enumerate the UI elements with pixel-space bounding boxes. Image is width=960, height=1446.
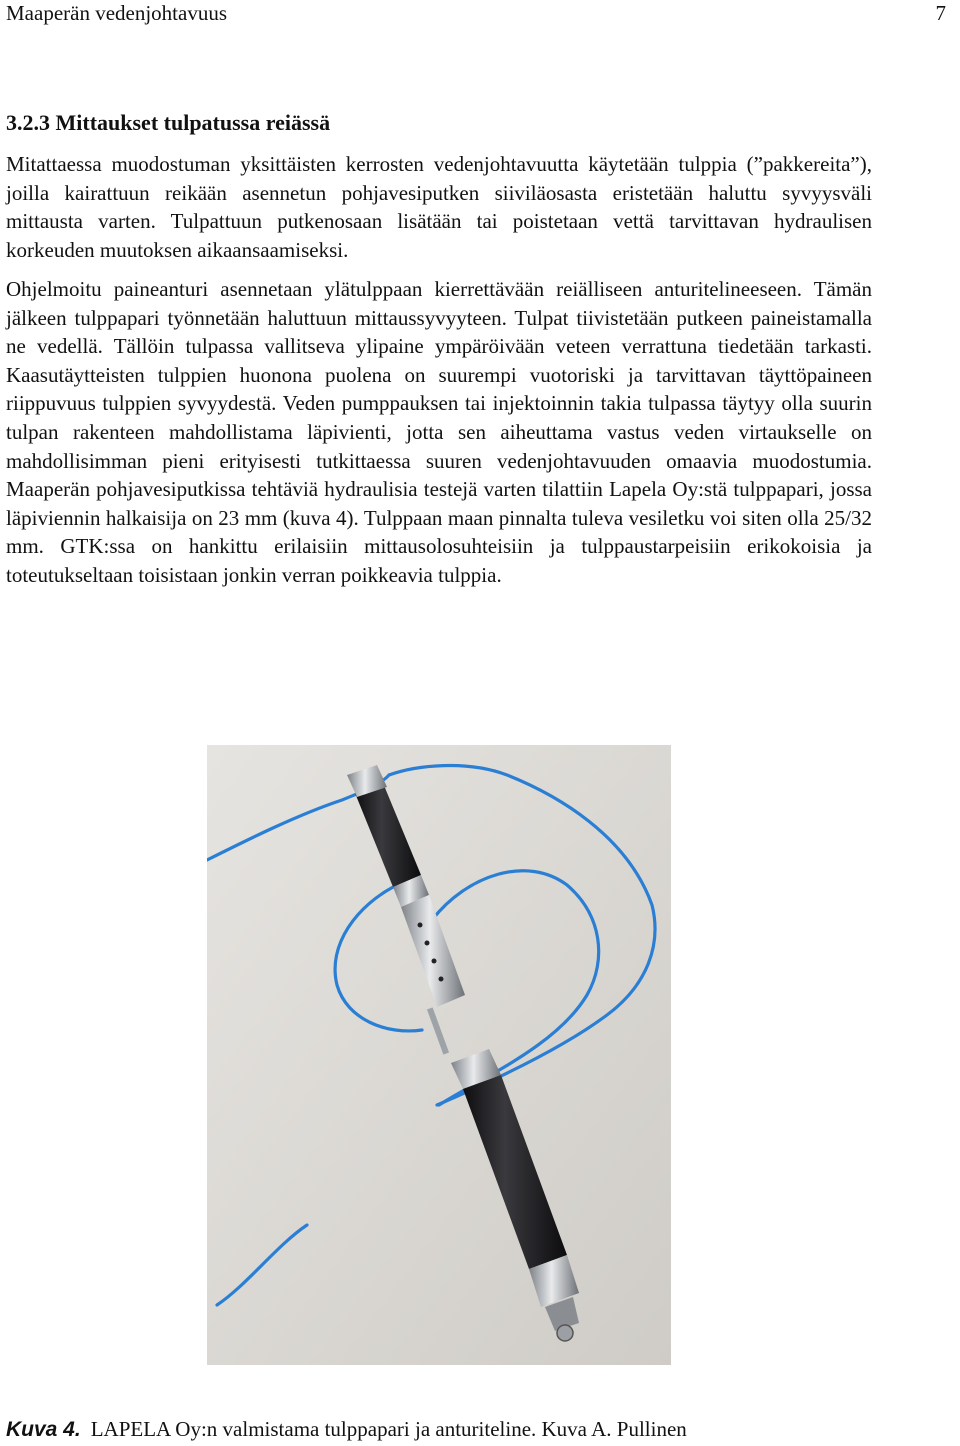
running-title: Maaperän vedenjohtavuus [6,1,228,25]
running-header [6,0,946,30]
page-number: 7 [935,1,946,25]
paragraph-intro: Mitattaessa muodostuman yksittäisten kerrosten vedenjohtavuutta käytetään tulppia (”pakkereita”), joilla kairattuun reikään asennetun pohjavesiputken siiviläosasta eristetään haluttu syvyysväli mittausta varten. Tulpattuun putkenosaan lisätään tai poistetaan vettä tarvittavan hydraulisen korkeuden muutoksen aikaansaamiseksi. [6,152,872,262]
figure-caption [6,1415,687,1444]
paragraph-details: Ohjelmoitu paineanturi asennetaan ylätulppaan kierrettävään reiälliseen anturitelineeseen. Tämän jälkeen tulppapari työnnetään haluttuun mittaussyvyyteen. Tulpat tiivistetään putkeen paineistamalla ne vedellä. Tällöin tulpassa vallitseva ylipaine ympäröivään veteen verrattuna tiedetään tarkasti. Kaasutäytteisten tulppien huonona puolena on suurempi vuotoriski ja tarvittavan täyttöpaineen riippuvuus tulppien syvyydestä. Veden pumppauksen tai injektoinnin takia tulpassa täytyy olla suurin tulpan rakenteen mahdollistama läpivienti, jotta sen aiheuttama vastus veden virtaukselle on mahdollisimman pieni erityisesti tutkittaessa suuren vedenjohtavuuden omaavia muodostumia. Maaperän pohjavesiputkissa tehtäviä hydraulisia testejä varten tilattiin Lapela Oy:stä tulppapari, jossa läpiviennin halkaisija on 23 mm (kuva 4). Tulppaan maan pinnalta tuleva vesiletku voi siten olla 25/32 mm. GTK:ssa on hankittu erilaisiin mittausolosuhteisiin ja tulppaustarpeisiin erikokoisia ja toteutukseltaan toisistaan jonkin verran poikkeavia tulppia. [6,277,872,587]
packer-pair-photo [207,745,671,1365]
section-heading: 3.2.3 Mittaukset tulpatussa reiässä [6,110,331,135]
lower-tip-cap [557,1325,573,1341]
photo-background [207,745,671,1365]
figure-label: Kuva 4. [6,1418,81,1441]
figure-caption-text: LAPELA Oy:n valmistama tulppapari ja anturiteline. Kuva A. Pullinen [90,1417,687,1441]
